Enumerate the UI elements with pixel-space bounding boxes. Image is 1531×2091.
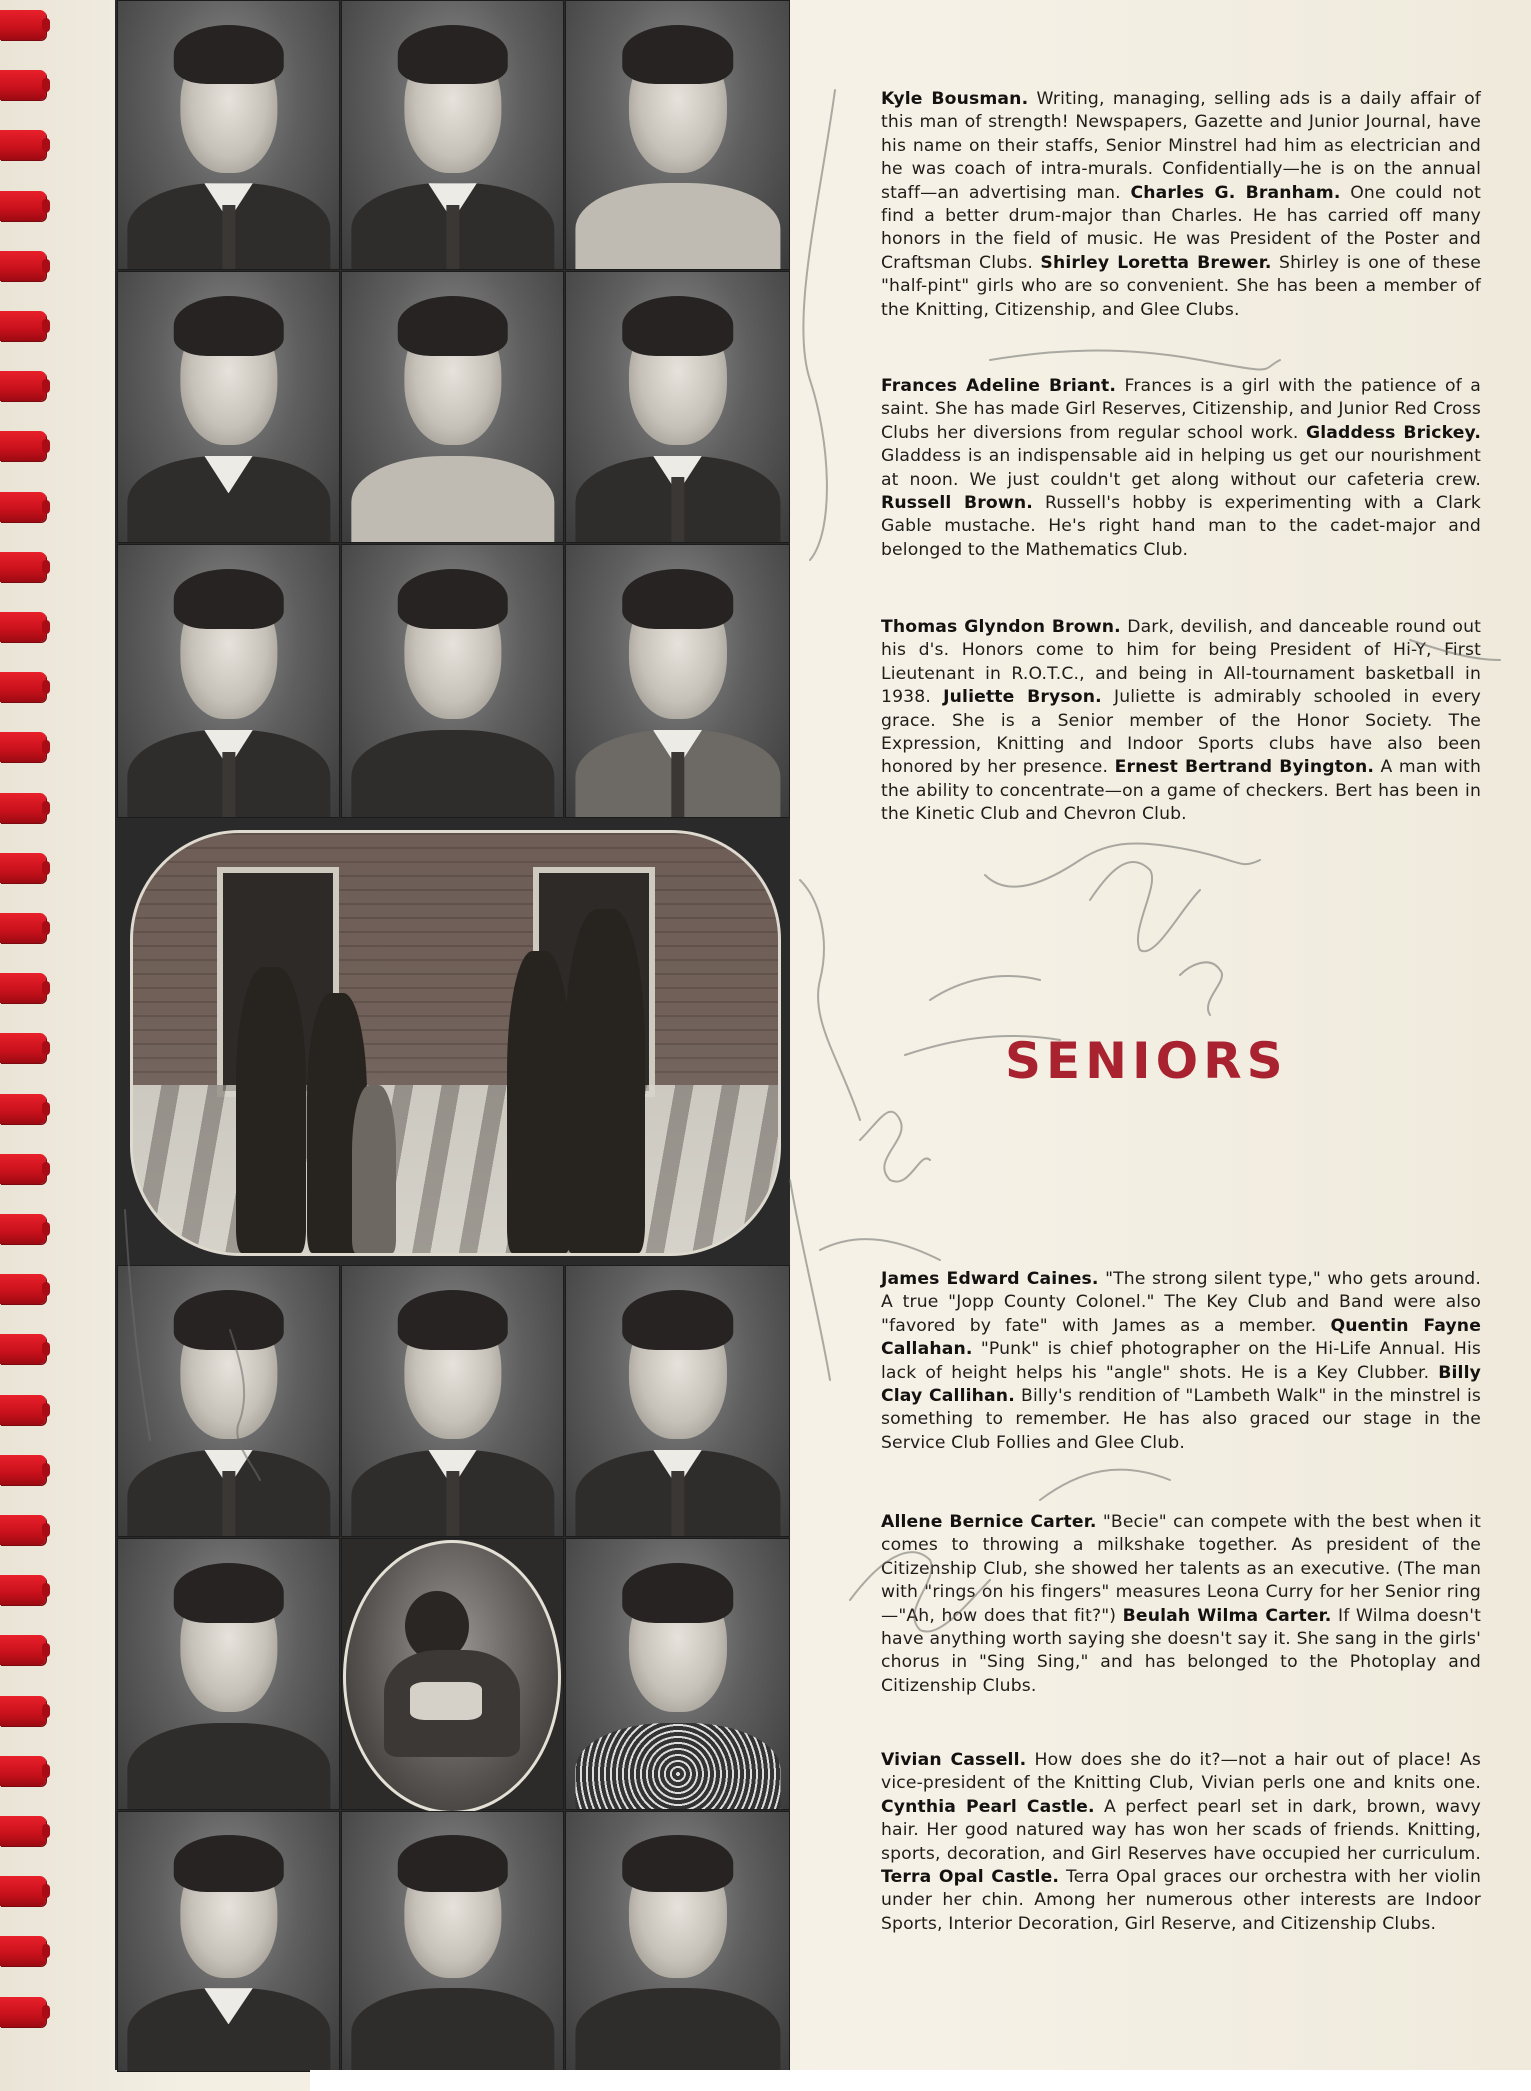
bio-paragraph-1	[881, 88, 1481, 322]
student-name: James Edward Caines.	[881, 1269, 1099, 1289]
binding-coil	[0, 1154, 46, 1184]
binding-coil	[0, 1997, 46, 2027]
student-bio-text: Dark, devilish, and danceable round out his d's. Honors come to him for being President of Hi-Y, First Lieutenant in R.O.T.C., and being in All-tournament basketball in 1938.	[881, 617, 1482, 708]
binding-coil	[0, 492, 46, 522]
binding-coil	[0, 732, 46, 762]
portrait-quentin-callahan	[341, 1265, 564, 1537]
student-bio-text: Writing, managing, selling ads is a daily affair of this man of strength! Newspapers, Gazette and Junior Journal, have his name on their staffs, Senior Minstrel had him as electrician and he was coach of intra-murals. Confidentially—he is on the annual staff—an advertising man.	[881, 89, 1481, 203]
binding-coil	[0, 251, 46, 281]
bio-paragraph-6	[881, 1749, 1481, 1936]
bio-paragraph-3	[881, 616, 1481, 827]
binding-coil	[0, 70, 46, 100]
bio-paragraph-5	[881, 1511, 1481, 1698]
portrait-thomas-brown	[117, 544, 340, 818]
binding-coil	[0, 853, 46, 883]
student-bio-text: One could not find a better drum-major than Charles. He has carried off many honors in the field of music. He was President of the Poster and Craftsman Clubs.	[881, 182, 1481, 273]
student-bio-text: "The strong silent type," who gets around. A true "Jopp County Colonel." The Key Club and Band were also "favored by fate" with James as a member.	[881, 1269, 1481, 1336]
student-name: Frances Adeline Briant.	[881, 376, 1117, 396]
portrait-allene-carter	[117, 1538, 340, 1810]
student-name: Terra Opal Castle.	[881, 1867, 1060, 1888]
binding-coil	[0, 1214, 46, 1244]
portrait-beulah-carter	[565, 1538, 790, 1810]
portrait-frances-briant	[117, 271, 340, 543]
binding-coil	[0, 10, 46, 40]
binding-coil	[0, 1756, 46, 1786]
binding-coil	[0, 311, 46, 341]
portrait-kyle-bousman	[117, 0, 340, 270]
binding-coil	[0, 1575, 46, 1605]
portrait-ernest-byington	[565, 544, 790, 818]
portrait-james-caines	[117, 1265, 340, 1537]
student-bio-text: "Becie" can compete with the best when it comes to throwing a milkshake together. As president of the Citizenship Club, she showed her talents as an executive. (The man with "rings on his fingers" measures Leona Curry for her Senior ring—"Ah, how does that fit?")	[881, 1512, 1481, 1626]
binding-coil	[0, 1455, 46, 1485]
section-title: SENIORS	[1005, 1032, 1288, 1090]
student-bio-text: Shirley is one of these "half-pint" girls who are so convenient. She has been a member of the Knitting, Citizenship, and Glee Clubs.	[881, 252, 1481, 320]
portrait-shirley-brewer	[565, 0, 790, 270]
page-bottom-edge	[310, 2070, 1531, 2091]
student-bio-text: Frances is a girl with the patience of a saint. She has made Girl Reserves, Citizenship, and Junior Red Cross Clubs her diversions from regular school work.	[881, 376, 1481, 443]
binding-coil	[0, 793, 46, 823]
student-name: Vivian Cassell.	[881, 1750, 1027, 1770]
student-name: Beulah Wilma Carter.	[1122, 1605, 1332, 1626]
portrait-charles-branham	[341, 0, 564, 270]
student-name: Russell Brown.	[881, 493, 1033, 514]
binding-coil	[0, 973, 46, 1003]
student-name: Quentin Fayne Callahan.	[881, 1315, 1482, 1360]
student-bio-text: Billy's rendition of "Lambeth Walk" in the minstrel is something to remember. He has also graced our stage in the Service Club Follies and Glee Club.	[881, 1386, 1481, 1453]
student-name: Ernest Bertrand Byington.	[1114, 757, 1375, 778]
student-bio-text: Terra Opal graces our orchestra with her violin under her chin. Among her numerous other interests are Indoor Sports, Interior Decoration, Girl Reserve, and Citizenship Clubs.	[881, 1867, 1481, 1934]
portrait-billy-callihan	[565, 1265, 790, 1537]
student-name: Cynthia Pearl Castle.	[881, 1796, 1095, 1817]
binding-coil	[0, 431, 46, 461]
binding-coil	[0, 1033, 46, 1063]
student-name: Billy Clay Callihan.	[881, 1362, 1481, 1407]
student-name: Charles G. Branham.	[1130, 182, 1341, 203]
spiral-binding	[0, 0, 50, 2091]
student-bio-text: How does she do it?—not a hair out of place! As vice-president of the Knitting Club, Vivian perls one and knits one.	[881, 1750, 1481, 1794]
student-bio-text: Russell's hobby is experimenting with a Clark Gable mustache. He's right hand man to the cadet-major and belonged to the Mathematics Club.	[881, 493, 1481, 560]
student-name: Juliette Bryson.	[943, 687, 1102, 708]
binding-coil	[0, 1515, 46, 1545]
binding-coil	[0, 371, 46, 401]
student-name: Thomas Glyndon Brown.	[881, 617, 1121, 637]
student-name: Shirley Loretta Brewer.	[1040, 252, 1272, 273]
portrait-russell-brown	[565, 271, 790, 543]
binding-coil	[0, 552, 46, 582]
binding-coil	[0, 1395, 46, 1425]
rotc-drill-photo	[130, 830, 781, 1256]
student-bio-text: A man with the ability to concentrate—on a game of checkers. Bert has been in the Kinetic Club and Chevron Club.	[881, 757, 1481, 825]
binding-coil	[0, 1936, 46, 1966]
binding-coil	[0, 191, 46, 221]
student-name: Allene Bernice Carter.	[881, 1512, 1097, 1532]
binding-coil	[0, 1696, 46, 1726]
binding-coil	[0, 913, 46, 943]
binding-coil	[0, 1816, 46, 1846]
binding-coil	[0, 1094, 46, 1124]
portrait-gladdess-brickey	[341, 271, 564, 543]
binding-coil	[0, 1876, 46, 1906]
student-bio-text: If Wilma doesn't have anything worth saying she doesn't say it. She sang in the girls' chorus in "Sing Sing," and has belonged to the Photoplay and Citizenship Clubs.	[881, 1605, 1481, 1696]
bio-paragraph-4	[881, 1268, 1481, 1455]
student-name: Kyle Bousman.	[881, 89, 1029, 109]
student-bio-text: Juliette is admirably schooled in every grace. She is a Senior member of the Honor Society. The Expression, Knitting and Indoor Sports clubs have also been honored by her presence.	[881, 687, 1481, 778]
student-name: Gladdess Brickey.	[1305, 422, 1481, 443]
student-bio-text: "Punk" is chief photographer on the Hi-Life Annual. His lack of height helps his "angle" shots. He is a Key Clubber.	[881, 1339, 1481, 1383]
bio-paragraph-2	[881, 375, 1481, 562]
student-bio-text: Gladdess is an indispensable aid in helping us get our nourishment at noon. We just couldn't get along without our cafeteria crew.	[881, 446, 1481, 490]
candid-oval-photo	[343, 1540, 561, 1814]
binding-coil	[0, 612, 46, 642]
portrait-cynthia-castle	[341, 1811, 564, 2072]
binding-coil	[0, 130, 46, 160]
portrait-juliette-bryson	[341, 544, 564, 818]
binding-coil	[0, 1635, 46, 1665]
binding-coil	[0, 672, 46, 702]
portrait-vivian-cassell	[117, 1811, 340, 2072]
portrait-terra-castle	[565, 1811, 790, 2072]
binding-coil	[0, 1274, 46, 1304]
binding-coil	[0, 1334, 46, 1364]
student-bio-text: A perfect pearl set in dark, brown, wavy hair. Her good natured way has won her scads of friends. Knitting, sports, decoration, and Girl Reserves have occupied her curriculum.	[881, 1796, 1481, 1864]
